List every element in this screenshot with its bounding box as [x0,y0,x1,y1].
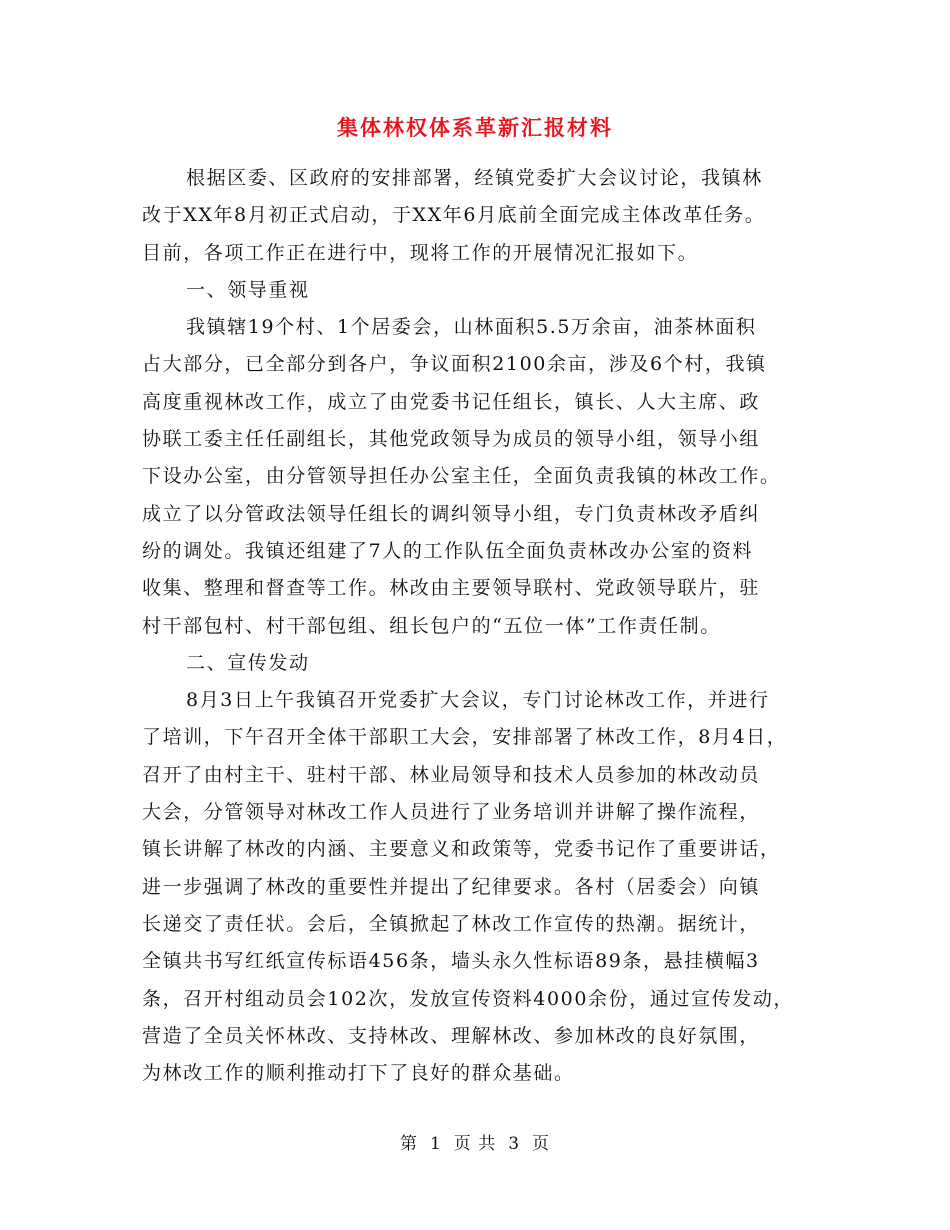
text-line: 我镇辖19个村、1个居委会，山林面积5.5万余亩，油茶林面积 [186,316,757,339]
text-line: 村干部包村、村干部包组、组长包户的“五位一体”工作责任制。 [142,614,721,637]
text-line: 二、宣传发动 [186,651,310,674]
text-line: 长递交了责任状。会后，全镇掀起了林改工作宣传的热潮。据统计， [142,912,761,935]
footer-suffix: 页 [532,1134,551,1154]
text-line: 召开了由村主干、驻村干部、林业局领导和技术人员参加的林改动员 [142,763,761,786]
text-line: 营造了全员关怀林改、支持林改、理解林改、参加林改的良好氛围， [142,1024,761,1047]
text-line: 改于XX年8月初正式启动，于XX年6月底前全面完成主体改革任务。 [142,204,766,227]
footer-page-number: 1 [429,1134,442,1154]
document-title: 集体林权体系革新汇报材料 [337,115,613,140]
text-line: 大会，分管领导对林改工作人员进行了业务培训并讲解了操作流程， [142,801,761,824]
page-footer [0,1129,950,1154]
text-line: 成立了以分管政法领导任组长的调纠领导小组，专门负责林改矛盾纠 [142,502,761,525]
text-line: 目前，各项工作正在进行中，现将工作的开展情况汇报如下。 [142,241,699,264]
text-line: 为林改工作的顺利推动打下了良好的群众基础。 [142,1062,575,1085]
text-line: 镇长讲解了林改的内涵、主要意义和政策等，党委书记作了重要讲话， [142,838,781,861]
text-line: 下设办公室，由分管领导担任办公室主任，全面负责我镇的林改工作。 [142,465,781,488]
text-line: 8月3日上午我镇召开党委扩大会议，专门讨论林改工作，并进行 [186,689,770,712]
text-line: 了培训，下午召开全体干部职工大会，安排部署了林改工作，8月4日， [142,726,788,749]
text-line: 高度重视林改工作，成立了由党委书记任组长，镇长、人大主席、政 [142,390,761,413]
footer-total-pages: 3 [508,1134,521,1154]
text-line: 根据区委、区政府的安排部署，经镇党委扩大会议讨论，我镇林 [186,167,763,189]
text-line: 纷的调处。我镇还组建了7人的工作队伍全面负责林改办公室的资料 [142,539,754,562]
footer-middle: 页 共 [453,1134,497,1154]
footer-prefix: 第 [399,1134,418,1154]
text-line: 收集、整理和督查等工作。林改由主要领导联村、党政领导联片，驻 [142,577,761,600]
text-line: 占大部分，已全部分到各户，争议面积2100余亩，涉及6个村，我镇 [142,353,767,376]
text-line: 进一步强调了林改的重要性并提出了纪律要求。各村（居委会）向镇 [142,875,761,898]
text-line: 一、领导重视 [186,278,310,301]
text-line: 条，召开村组动员会102次，发放宣传资料4000余份，通过宣传发动， [142,987,795,1010]
document-body [142,160,810,1092]
text-line: 协联工委主任任副组长，其他党政领导为成员的领导小组，领导小组 [142,428,761,451]
text-line: 全镇共书写红纸宣传标语456条，墙头永久性标语89条，悬挂横幅3 [142,950,760,973]
